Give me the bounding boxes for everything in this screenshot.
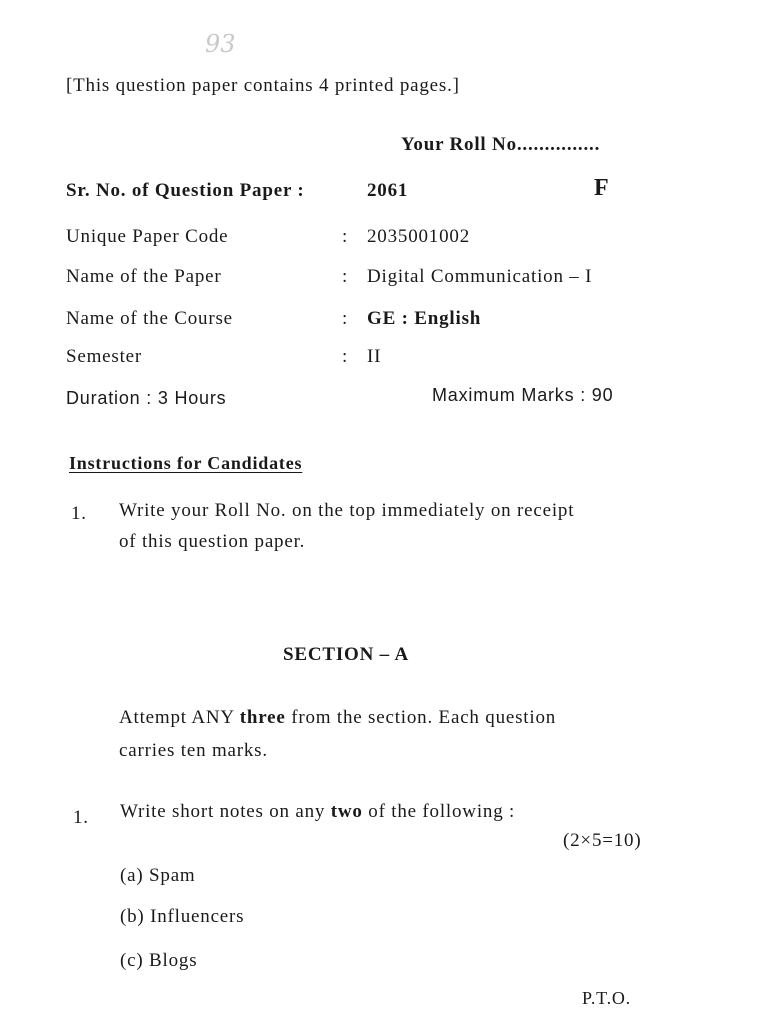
paper-name-value: Digital Communication – I (367, 266, 593, 287)
instruction-text-line-2: of this question paper. (119, 531, 306, 552)
semester-separator: : (342, 346, 349, 367)
paper-code-label: Unique Paper Code (66, 226, 229, 247)
question-paper-sr-no-value: 2061 (367, 180, 409, 201)
question-option-c: (c) Blogs (120, 950, 198, 971)
set-code: F (594, 175, 609, 201)
instruction-number: 1. (71, 503, 87, 524)
paper-name-label: Name of the Paper (66, 266, 222, 287)
section-instruction-line-1: Attempt ANY three from the section. Each question (119, 707, 557, 728)
course-name-value: GE : English (367, 308, 482, 329)
question-number: 1. (73, 807, 89, 828)
please-turn-over: P.T.O. (582, 988, 631, 1008)
handwritten-page-note: 93 (205, 30, 236, 58)
maximum-marks: Maximum Marks : 90 (432, 385, 614, 405)
paper-name-separator: : (342, 266, 349, 287)
page-count-note: [This question paper contains 4 printed pages.] (66, 75, 460, 96)
instruction-text-line-1: Write your Roll No. on the top immediately on receipt (119, 500, 575, 521)
roll-no-label: Your Roll No............... (401, 134, 601, 155)
question-option-b: (b) Influencers (120, 906, 245, 927)
semester-value: II (367, 346, 382, 367)
question-marks: (2×5=10) (563, 830, 642, 851)
section-instruction-line-2: carries ten marks. (119, 740, 268, 761)
instructions-heading: Instructions for Candidates (69, 453, 303, 473)
question-paper-sr-no-label: Sr. No. of Question Paper : (66, 180, 305, 201)
paper-code-separator: : (342, 226, 349, 247)
course-name-label: Name of the Course (66, 308, 233, 329)
question-text: Write short notes on any two of the following : (120, 801, 516, 822)
course-name-separator: : (342, 308, 349, 329)
question-option-a: (a) Spam (120, 865, 196, 886)
duration: Duration : 3 Hours (66, 388, 227, 408)
paper-code-value: 2035001002 (367, 226, 470, 247)
semester-label: Semester (66, 346, 143, 367)
section-title: SECTION – A (283, 644, 410, 665)
